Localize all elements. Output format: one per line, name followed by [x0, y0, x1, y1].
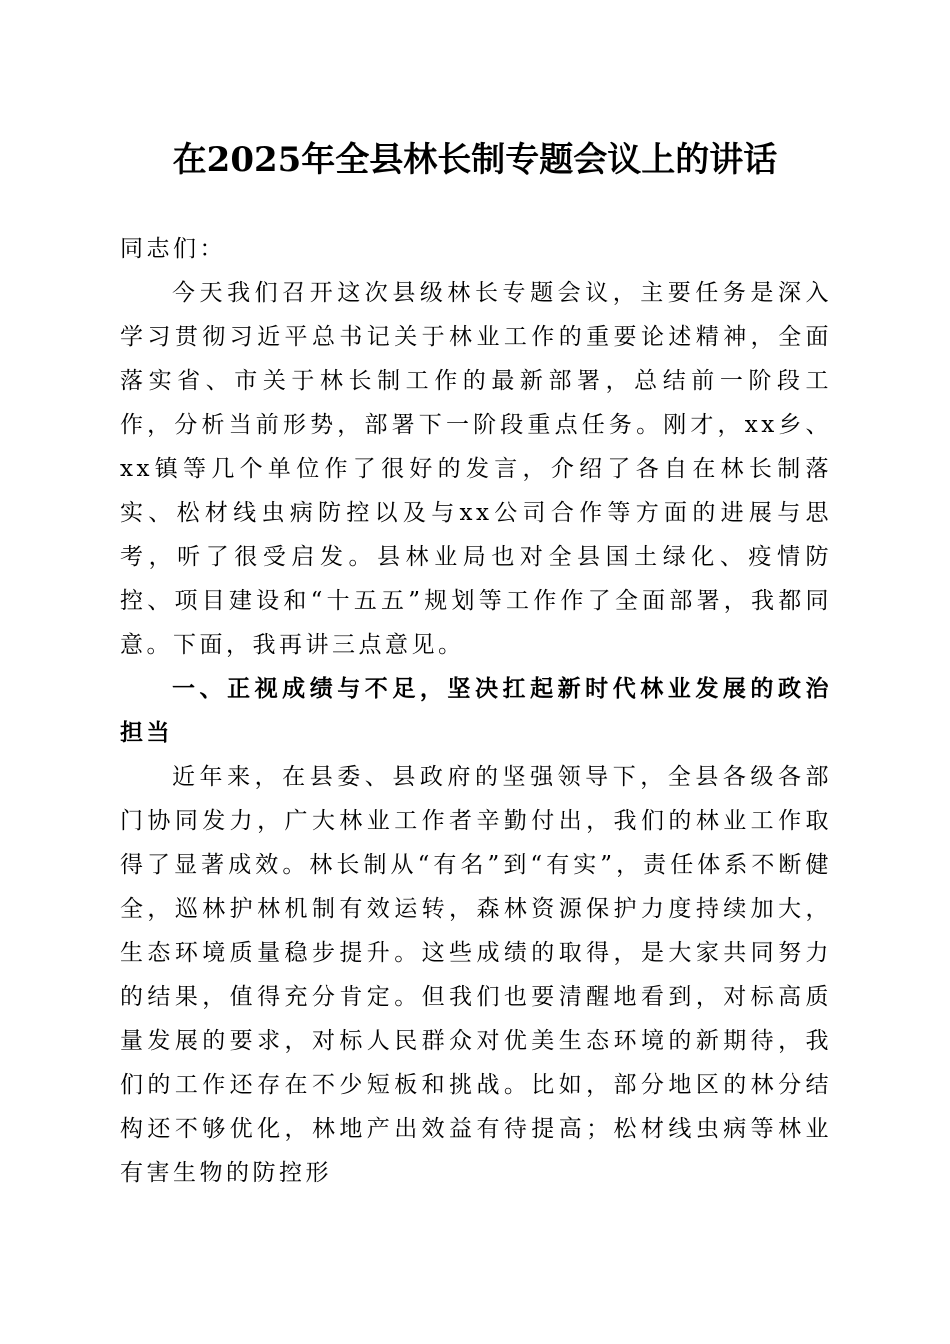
page-title: 在2025年全县林长制专题会议上的讲话 — [172, 140, 778, 180]
intro-paragraph: 今天我们召开这次县级林长专题会议，主要任务是深入学习贯彻习近平总书记关于林业工作的重要论述精神，全面落实省、市关于林长制工作的最新部署，总结前一阶段工作，分析当前形势，部署下一阶段重点任务。刚才，xx乡、xx镇等几个单位作了很好的发言，介绍了各自在林长制落实、松材线虫病防控以及与xx公司合作等方面的进展与思考，听了很受启发。县林业局也对全县国土绿化、疫情防控、项目建设和“十五五”规划等工作作了全面部署，我都同意。下面，我再讲三点意见。 — [120, 280, 832, 658]
section-heading-1: 一、正视成绩与不足，坚决扛起新时代林业发展的政治担当 — [120, 675, 832, 746]
document-body — [120, 227, 832, 1195]
section-1-paragraph: 近年来，在县委、县政府的坚强领导下，全县各级各部门协同发力，广大林业工作者辛勤付出，我们的林业工作取得了显著成效。林长制从“有名”到“有实”，责任体系不断健全，巡林护林机制有效运转，森林资源保护力度持续加大，生态环境质量稳步提升。这些成绩的取得，是大家共同努力的结果，值得充分肯定。但我们也要清醒地看到，对标高质量发展的要求，对标人民群众对优美生态环境的新期待，我们的工作还存在不少短板和挑战。比如，部分地区的林分结构还不够优化，林地产出效益有待提高；松材线虫病等林业有害生物的防控形 — [120, 764, 832, 1186]
salutation: 同志们： — [120, 236, 226, 262]
